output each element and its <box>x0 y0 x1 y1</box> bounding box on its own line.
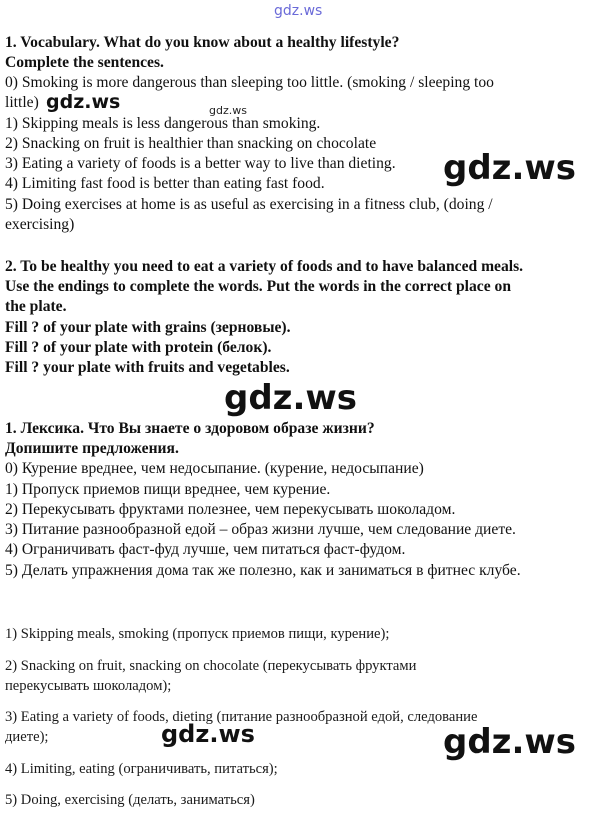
exercise1-title: 1. Vocabulary. What do you know about a healthy lifestyle? <box>5 34 400 51</box>
exercise2-line: Fill ? of your plate with protein (белок). <box>5 339 272 356</box>
answer-line: 3) Eating a variety of foods, dieting (питание разнообразной едой, следование <box>5 709 478 725</box>
answer-line: 1) Skipping meals, smoking (пропуск приемов пищи, курение); <box>5 626 390 642</box>
exercise1-line: 1) Skipping meals is less dangerous than smoking. <box>5 115 321 132</box>
exercise2-line: Fill ? your plate with fruits and vegetables. <box>5 359 290 376</box>
exercise1-line: exercising) <box>5 216 75 233</box>
translation-title: 1. Лексика. Что Вы знаете о здоровом образе жизни? <box>5 420 375 437</box>
exercise2-line: Fill ? of your plate with grains (зерновые). <box>5 319 291 336</box>
translation-line: 2) Перекусывать фруктами полезнее, чем перекусывать шоколадом. <box>5 501 456 518</box>
exercise2-line: 2. To be healthy you need to eat a variety of foods and to have balanced meals. <box>5 258 524 275</box>
translation-line: 0) Курение вреднее, чем недосыпание. (курение, недосыпание) <box>5 460 424 477</box>
exercise1-line: 2) Snacking on fruit is healthier than snacking on chocolate <box>5 135 377 152</box>
exercise2-line: the plate. <box>5 298 67 315</box>
watermark-large: gdz.ws <box>443 148 577 188</box>
translation-line: 3) Питание разнообразной едой – образ жизни лучше, чем следование диете. <box>5 521 516 538</box>
exercise1-line: little) <box>5 94 39 111</box>
watermark-large: gdz.ws <box>224 378 358 418</box>
answer-line: диете); <box>5 729 49 745</box>
exercise1-line: 0) Smoking is more dangerous than sleeping too little. (smoking / sleeping too <box>5 74 494 91</box>
exercise1-line: 3) Eating a variety of foods is a better way to live than dieting. <box>5 155 396 172</box>
translation-line: 4) Ограничивать фаст-фуд лучше, чем питаться фаст-фудом. <box>5 541 406 558</box>
answer-line: 2) Snacking on fruit, snacking on chocolate (перекусывать фруктами <box>5 658 417 674</box>
watermark: gdz.ws <box>46 91 121 113</box>
exercise1-line: 5) Doing exercises at home is as useful as exercising in a fitness club, (doing / <box>5 196 493 213</box>
watermark-small: gdz.ws <box>209 104 247 117</box>
answer-line: 5) Doing, exercising (делать, заниматься) <box>5 792 255 808</box>
translation-subtitle: Допишите предложения. <box>5 440 179 457</box>
watermark: gdz.ws <box>161 720 255 748</box>
watermark-large: gdz.ws <box>443 722 577 762</box>
exercise2-line: Use the endings to complete the words. Put the words in the correct place on <box>5 278 512 295</box>
translation-line: 1) Пропуск приемов пищи вреднее, чем курение. <box>5 481 331 498</box>
exercise1-line: 4) Limiting fast food is better than eating fast food. <box>5 175 325 192</box>
answer-line: перекусывать шоколадом); <box>5 678 172 694</box>
watermark-top: gdz.ws <box>274 3 323 19</box>
exercise1-subtitle: Complete the sentences. <box>5 54 164 71</box>
answer-line: 4) Limiting, eating (ограничивать, питаться); <box>5 761 278 777</box>
translation-line: 5) Делать упражнения дома так же полезно, как и заниматься в фитнес клубе. <box>5 562 521 579</box>
